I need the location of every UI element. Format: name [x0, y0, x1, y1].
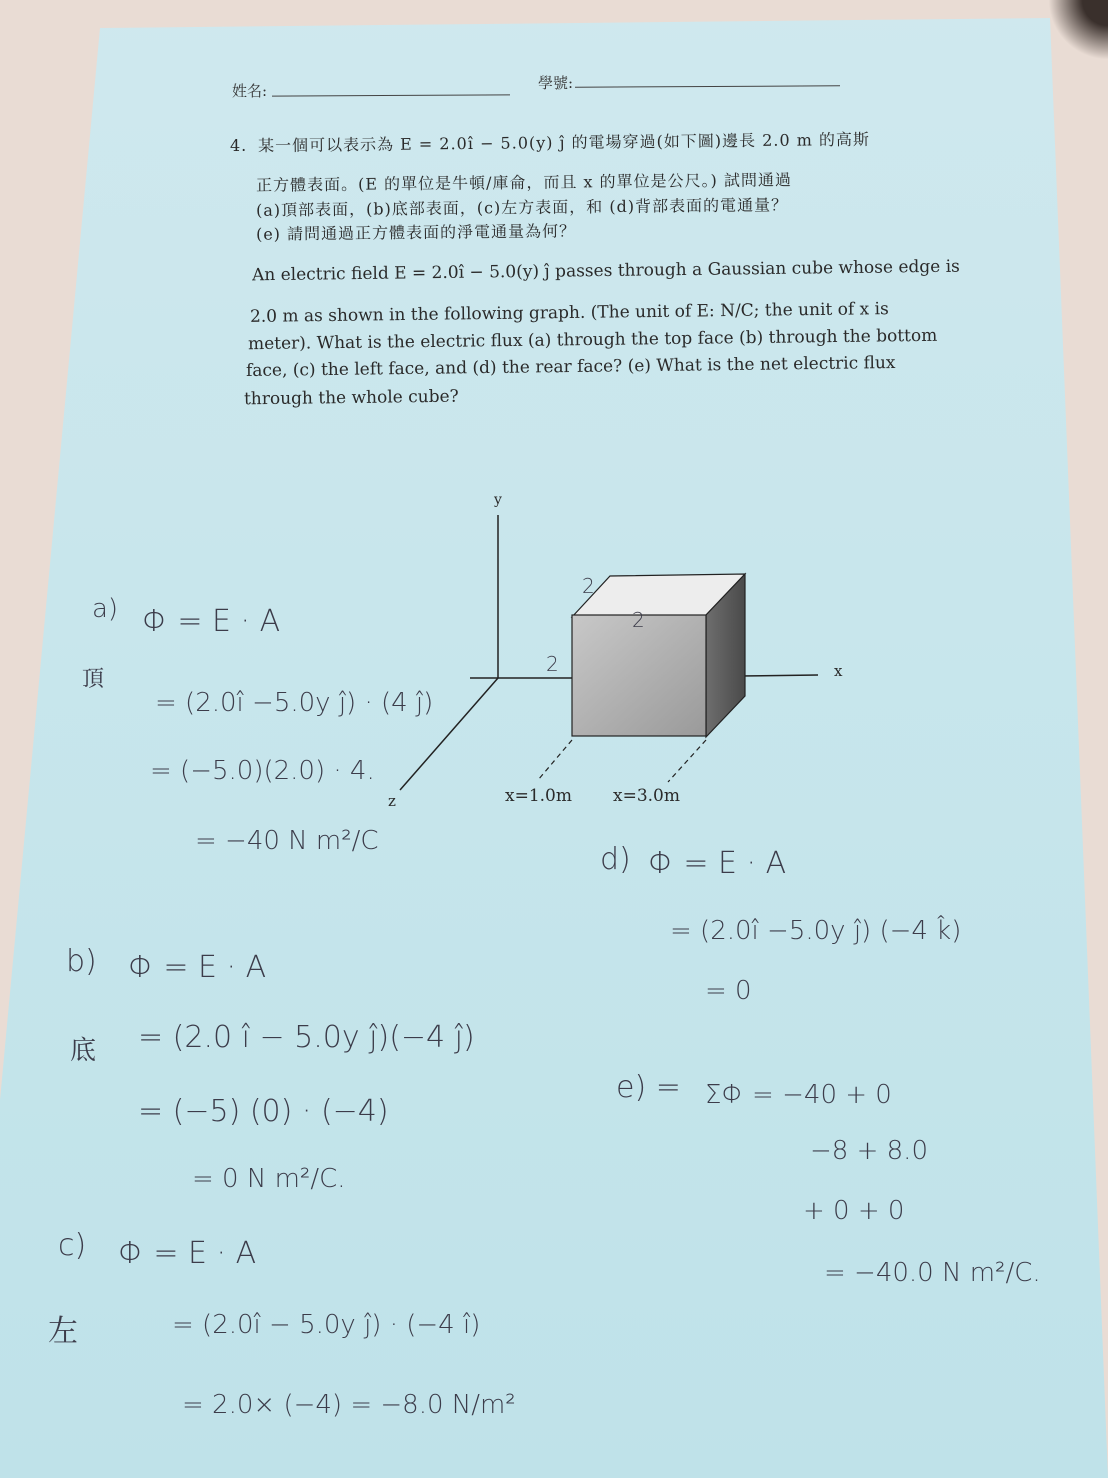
question-zh-line2: 正方體表面。(E 的單位是牛頓/庫侖，而且 x 的單位是公尺。) 試問通過: [255, 170, 793, 195]
answer-c-note: 左: [48, 1314, 78, 1349]
answer-a-line1: Φ = E · A: [142, 604, 281, 639]
question-en-line2: 2.0 m as shown in the following graph. (The unit of E: N/C; the unit of x is: [249, 299, 889, 327]
answer-e-line2: −8 + 8.0: [810, 1136, 928, 1166]
x-axis-right: [740, 675, 818, 676]
name-label: 姓名:: [232, 82, 268, 100]
question-zh-line1: 某一個可以表示為 E = 2.0î − 5.0(y) ĵ 的電場穿過(如下圖)邊長 2.0 m 的高斯: [257, 129, 871, 156]
answer-b-note: 底: [70, 1036, 97, 1066]
answer-b-label: b): [66, 944, 97, 979]
answer-b-line2: = (2.0 î − 5.0y ĵ)(−4 ĵ): [138, 1020, 475, 1055]
answer-b-line1: Φ = E · A: [128, 950, 267, 985]
hand-mark-left: 2: [546, 652, 559, 676]
answer-e-line3: + 0 + 0: [803, 1196, 905, 1226]
axis-z-label: z: [388, 792, 396, 810]
question-en-line4: face, (c) the left face, and (d) the rear face? (e) What is the net electric flux: [245, 353, 896, 381]
answer-e-line1: ΣΦ = −40 + 0: [705, 1080, 892, 1110]
answer-b-line4: = 0 N m²/C.: [192, 1164, 346, 1194]
answer-c-line1: Φ = E · A: [118, 1236, 257, 1271]
x1-label: x=1.0m: [505, 786, 572, 806]
answer-d-line2: = (2.0î −5.0y ĵ) (−4 k̂): [670, 916, 962, 946]
question-en-line1: An electric field E = 2.0î − 5.0(y) ĵ passes through a Gaussian cube whose edge is: [251, 256, 960, 286]
answer-d-label: d): [600, 842, 631, 877]
x3-dashed-line: [668, 740, 706, 782]
x1-dashed-line: [538, 740, 572, 780]
question-en-line5: through the whole cube?: [243, 386, 459, 410]
student-id-label: 學號:: [538, 74, 574, 92]
question-zh-line4: (e) 請問通過正方體表面的淨電通量為何？: [255, 221, 577, 244]
answer-a-line3: = (−5.0)(2.0) · 4.: [150, 756, 375, 786]
cube-front-face: [572, 615, 706, 736]
answer-a-line2: = (2.0î −5.0y ĵ) · (4 ĵ): [155, 688, 434, 718]
axis-x-label: x: [834, 662, 843, 680]
answer-d-line1: Φ = E · A: [648, 846, 787, 881]
answer-e-label: e) =: [616, 1070, 681, 1105]
answer-a-label: a): [92, 594, 119, 624]
answer-d-line3: = 0: [705, 976, 752, 1006]
x3-label: x=3.0m: [613, 786, 680, 806]
answer-c-line3: = 2.0× (−4) = −8.0 N/m²: [182, 1390, 516, 1420]
hand-mark-top: 2: [632, 608, 645, 632]
question-zh-line3: (a)頂部表面，(b)底部表面，(c)左方表面，和 (d)背部表面的電通量？: [255, 195, 789, 220]
answer-a-note: 頂: [82, 667, 105, 692]
question-en-line3: meter). What is the electric flux (a) through the top face (b) through the bottom: [247, 325, 938, 355]
answer-b-line3: = (−5) (0) · (−4): [138, 1094, 389, 1129]
question-number: 4.: [230, 136, 248, 155]
axis-y-label: y: [494, 492, 502, 508]
answer-a-line4: = −40 N m²/C: [195, 826, 379, 856]
answer-e-line4: = −40.0 N m²/C.: [824, 1258, 1041, 1288]
answer-c-line2: = (2.0î − 5.0y ĵ) · (−4 î): [172, 1310, 481, 1340]
answer-c-label: c): [58, 1228, 87, 1263]
hand-mark-top-left: 2: [582, 574, 595, 598]
